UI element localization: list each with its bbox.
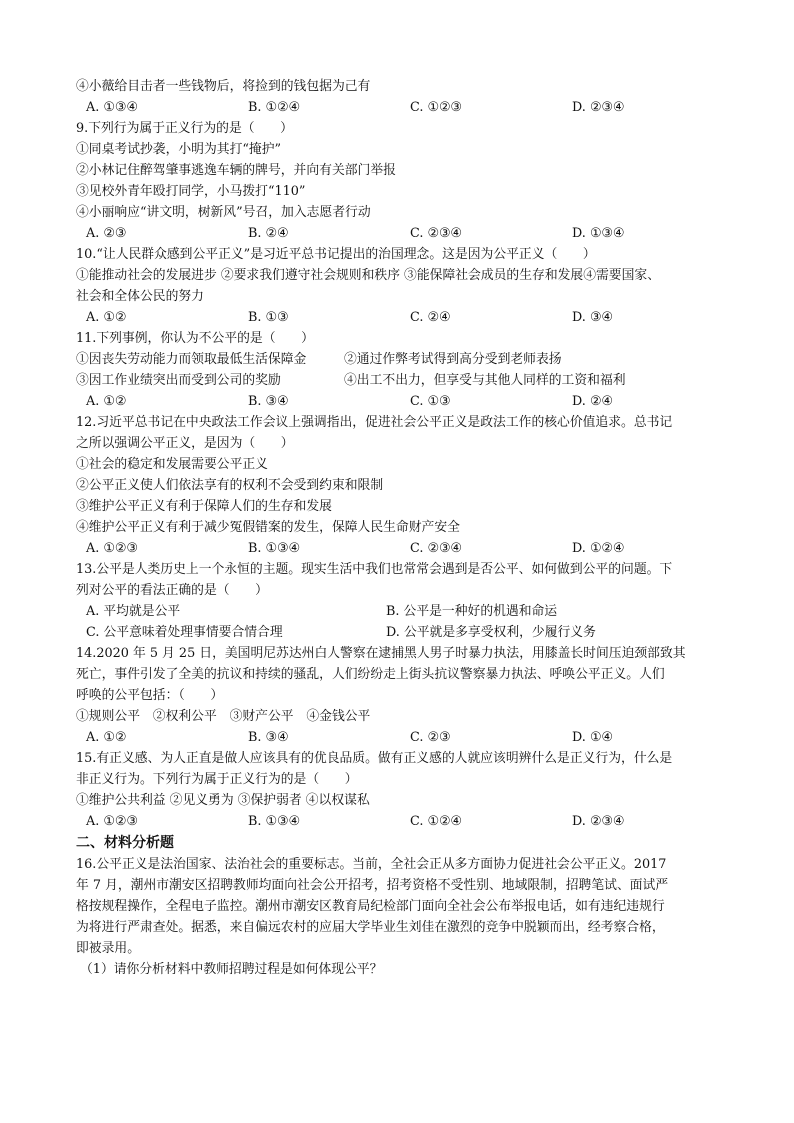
q11-option-b: B. ③④ — [248, 394, 289, 409]
q11-items-row-2 — [76, 370, 734, 391]
q13-option-a: A. 平均就是公平 — [86, 604, 181, 619]
q13-option-c: C. 公平意味着处理事情要合情合理 — [86, 625, 283, 640]
q14-stem-line-1: 14.2020 年 5 月 25 日，美国明尼苏达州白人警察在逮捕黑人男子时暴力执法，用膝盖长时间压迫颈部致其 — [76, 646, 686, 661]
q13-stem-line-2: 列对公平的看法正确的是（ ） — [76, 583, 268, 598]
q11-stem: 11.下列事例，你认为不公平的是（ ） — [76, 331, 314, 346]
q12-option-b: B. ①③④ — [248, 541, 300, 556]
q12-option-d: D. ①②④ — [572, 541, 625, 556]
q12-item-1: ①社会的稳定和发展需要公平正义 — [76, 457, 268, 472]
q11-items-row-1 — [76, 349, 734, 370]
q15-options — [76, 811, 734, 832]
q14-option-c: C. ②③ — [410, 730, 451, 745]
q12-item-3: ③维护公平正义有利于保障人们的生存和发展 — [76, 499, 332, 514]
q11-option-a: A. ①② — [86, 394, 127, 409]
q9-item-1: ①同桌考试抄袭，小明为其打“掩护” — [76, 142, 282, 157]
q16-line-5: 即被录用。 — [76, 941, 140, 956]
q9-item-4: ④小丽响应“讲文明，树新风”号召，加入志愿者行动 — [76, 205, 371, 220]
q8-item-4: ④小薇给目击者一些钱物后，将捡到的钱包据为己有 — [76, 79, 371, 94]
q12-option-a: A. ①②③ — [86, 541, 138, 556]
q15-items: ①维护公共利益 ②见义勇为 ③保护弱者 ④以权谋私 — [76, 793, 370, 808]
q9-item-3: ③见校外青年殴打同学，小马拨打“110” — [76, 184, 306, 199]
q8-option-b: B. ①②④ — [248, 100, 300, 115]
q13-option-d: D. 公平就是多享受权利，少履行义务 — [386, 625, 596, 640]
q12-item-4: ④维护公平正义有利于减少冤假错案的发生，保障人民生命财产安全 — [76, 520, 460, 535]
q9-option-c: C. ②③④ — [410, 226, 462, 241]
q16-subquestion-1: （1）请你分析材料中教师招聘过程是如何体现公平？ — [80, 962, 383, 977]
q9-option-d: D. ①③④ — [572, 226, 625, 241]
q9-options — [76, 223, 734, 244]
q10-items-line-2: 社会和全体公民的努力 — [76, 289, 204, 304]
q15-option-b: B. ①③④ — [248, 814, 300, 829]
q11-item-3: ③因工作业绩突出而受到公司的奖励 — [76, 373, 281, 388]
q15-option-c: C. ①②④ — [410, 814, 462, 829]
q8-option-a: A. ①③④ — [86, 100, 138, 115]
q11-option-d: D. ②④ — [572, 394, 613, 409]
q8-option-c: C. ①②③ — [410, 100, 462, 115]
q11-option-c: C. ①③ — [410, 394, 451, 409]
q10-option-d: D. ③④ — [572, 310, 613, 325]
q12-options — [76, 538, 734, 559]
q10-items-line-1: ①能推动社会的发展进步 ②要求我们遵守社会规则和秩序 ③能保障社会成员的生存和发展④需要国家、 — [76, 268, 660, 283]
q9-option-b: B. ②④ — [248, 226, 289, 241]
q9-item-2: ②小林记住醉驾肇事逃逸车辆的牌号，并向有关部门举报 — [76, 163, 396, 178]
q14-option-b: B. ③④ — [248, 730, 289, 745]
q13-options-row-2 — [76, 622, 734, 643]
q10-option-b: B. ①③ — [248, 310, 289, 325]
q13-stem-line-1: 13.公平是人类历史上一个永恒的主题。现实生活中我们也常常会遇到是否公平、如何做到公平的问题。下 — [76, 562, 673, 577]
q16-line-3: 格按规程操作，全程电子监控。潮州市潮安区教育局纪检部门面向全社会公布举报电话，如有违纪违规行 — [76, 899, 665, 914]
q14-option-d: D. ①④ — [572, 730, 613, 745]
q11-item-1: ①因丧失劳动能力而领取最低生活保障金 — [76, 352, 307, 367]
q9-option-a: A. ②③ — [86, 226, 127, 241]
q10-options — [76, 307, 734, 328]
q13-option-b: B. 公平是一种好的机遇和命运 — [386, 604, 558, 619]
q16-line-1: 16.公平正义是法治国家、法治社会的重要标志。当前，全社会正从多方面协力促进社会公平正义。2017 — [76, 857, 667, 872]
q12-item-2: ②公平正义使人们依法享有的权利不会受到约束和限制 — [76, 478, 384, 493]
q15-stem-line-2: 非正义行为。下列行为属于正义行为的是（ ） — [76, 772, 358, 787]
q9-stem: 9.下列行为属于正义行为的是（ ） — [76, 121, 293, 136]
q14-options — [76, 727, 734, 748]
q8-option-d: D. ②③④ — [572, 100, 625, 115]
q11-options — [76, 391, 734, 412]
q12-stem-line-1: 12.习近平总书记在中央政法工作会议上强调指出，促进社会公平正义是政法工作的核心价值追求。总书记 — [76, 415, 673, 430]
q16-line-4: 为将进行严肃查处。据悉，来自偏远农村的应届大学毕业生刘佳在激烈的竞争中脱颖而出，经考察合格， — [76, 920, 665, 935]
q14-items: ①规则公平 ②权利公平 ③财产公平 ④金钱公平 — [76, 709, 371, 724]
section-2-title: 二、材料分析题 — [76, 835, 174, 851]
q14-option-a: A. ①② — [86, 730, 127, 745]
q12-option-c: C. ②③④ — [410, 541, 462, 556]
q11-item-2: ②通过作弊考试得到高分受到老师表扬 — [344, 352, 562, 367]
q12-stem-line-2: 之所以强调公平正义，是因为（ ） — [76, 436, 294, 451]
q10-stem: 10.“让人民群众感到公平正义”是习近平总书记提出的治国理念。这是因为公平正义（ ） — [76, 247, 596, 262]
q10-option-c: C. ②④ — [410, 310, 451, 325]
q14-stem-line-3: 呼唤的公平包括：（ ） — [76, 688, 224, 703]
q15-option-d: D. ②③④ — [572, 814, 625, 829]
q10-option-a: A. ①② — [86, 310, 127, 325]
q15-stem-line-1: 15.有正义感、为人正直是做人应该具有的优良品质。做有正义感的人就应该明辨什么是正义行为，什么是 — [76, 751, 673, 766]
q13-options-row-1 — [76, 601, 734, 622]
q16-line-2: 年 7 月，潮州市潮安区招聘教师均面向社会公开招考，招考资格不受性别、地域限制，招聘笔试、面试严 — [76, 878, 669, 893]
q15-option-a: A. ①②③ — [86, 814, 138, 829]
q11-item-4: ④出工不出力，但享受与其他人同样的工资和福利 — [344, 373, 626, 388]
q8-options — [76, 97, 734, 118]
q14-stem-line-2: 死亡，事件引发了全美的抗议和持续的骚乱，人们纷纷走上街头抗议警察暴力执法、呼唤公平正义。人们 — [76, 667, 665, 682]
